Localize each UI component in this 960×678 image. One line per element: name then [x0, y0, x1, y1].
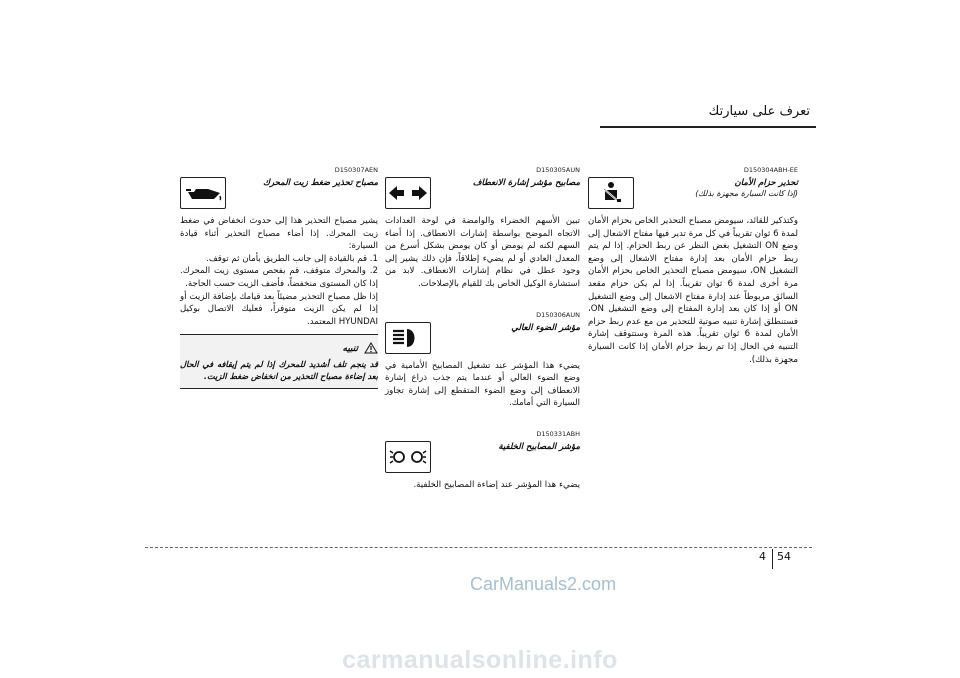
section-tail-lamp [385, 430, 580, 492]
caution-text: قد ينجم تلف أشديد للمحرك إذا لم يتم إيقافه في الحال بعد إضاءة مصباح التحذير من انخفاض ضغط الزيت. [180, 359, 378, 382]
section-code: D150304ABH-EE [743, 166, 798, 174]
caution-title: تنبيه [342, 343, 358, 354]
carmanuals-watermark[interactable]: CarManuals2.com [470, 574, 617, 594]
section-code: D150306AUN [536, 310, 580, 319]
list-item: إذا ظل مصباح التحذير مضيئاً بعد قيامك بإضافة الزيت أو إذا لم يكن الزيت متوفراً، فعليك الاتصال بوكيل HYUNDAI المعتمد. [180, 291, 378, 327]
column-seatbelt [588, 166, 798, 366]
page-divider [772, 549, 773, 569]
section-text: وكتذكير للقائد، سيومض مصباح التحذير الخاص بحزام الأمان لمدة 6 ثوان تقريباً في كل مرة تدير فيها مفتاح الاشعال إلى وضع ON التشغيل بغض النظر عن ربط الحزام. إذا لم يتم ربط حزام الأمان بعد إدارة مفتاح الاشعال إلى وضع التشغيل ON، سيومض مصباح التحذير الخاص بحزام الأمان مرة أخرى لمدة 6 ثوان تقريباً. إذا لم يكن حزام مقعد السائق مربوطاً عند إدارة مفتاح الاشعال إلى وضع التشغيل ON أو إذا كان بعد إدارة المفتاح إلى وضع التشغيل ON، فستنطلق إشارة تنبيه صوتية للتحذير من مع عدم ربط حزام الأمان لمدة 6 ثوان تقريباً. هذه المرة وستتوقف إشارة التنبيه في الحال إذا تم ربط حزام الأمان إذا كانت السيارة مجهزة بذلك). [588, 216, 799, 365]
warning-triangle-icon [364, 339, 378, 358]
section-turn-signal [385, 166, 580, 291]
high-beam-icon [385, 322, 431, 354]
turn-signal-arrows-icon [385, 177, 431, 209]
header-rule [600, 126, 816, 128]
footer-rule [145, 547, 812, 548]
section-high-beam [385, 311, 580, 410]
column-oil-pressure [180, 166, 378, 389]
section-subtitle: (إذا كانت السيارة مجهزة بذلك) [695, 189, 798, 198]
section-title: مؤشر المصابيح الخلفية [498, 441, 580, 452]
page-header-title: تعرف على سيارتك [708, 104, 810, 119]
site-watermark[interactable]: carmanualsonline.info [342, 646, 618, 674]
page-number: 54 [777, 550, 791, 563]
list-item: 2. والمحرك متوقف، قم بفحص مستوى زيت المحرك. إذا كان المستوى منخفضاً، فأضف الزيت حسب الحاجة. [180, 266, 378, 289]
section-text: يشير مصباح التحذير هذا إلى حدوث انخفاض في ضغط زيت المحرك. إذا أضاء مصباح التحذير أثناء قيادة السيارة: [180, 216, 378, 252]
column-indicators [385, 166, 580, 492]
section-title: مصابيح مؤشر إشارة الانعطاف [472, 178, 580, 188]
seatbelt-warning-icon [588, 177, 634, 209]
section-code: D150331ABH [536, 429, 580, 438]
section-text: يضيء هذا المؤشر عند إضاءة المصابيح الخلفية. [413, 479, 580, 490]
section-text: يضيء هذا المؤشر عند تشغيل المصابيح الأمامية في وضع الضوء العالي أو عندما يتم جذب ذراع إشارة الانعطاف إلى وضع الضوء المتقطع إلى إشارة تجاوز السيارة التي أمامك. [385, 360, 580, 409]
tail-lamp-icon [385, 441, 431, 473]
section-text: تبين الأسهم الخضراء والوامضة في لوحة العدادات الاتجاه الموضح بواسطة إشارات الانعطاف. إذا أضاء السهم لكنه لم يومض أو كان يومض بشكل أسرع من المعدل العادي أو لم يضيء إطلاقاً، فإن ذلك يشير إلى وجود عطل في نظام إشارات الانعطاف. لابد من استشارة الوكيل الخاص بك للقيام بالإصلاحات. [385, 216, 580, 289]
section-code: D150305AUN [536, 166, 580, 174]
list-item: 1. قم بالقيادة إلى جانب الطريق بأمان ثم توقف. [206, 253, 378, 264]
oil-pressure-icon [180, 177, 226, 209]
caution-box [180, 334, 378, 389]
chapter-number: 4 [759, 550, 766, 563]
section-title: مؤشر الضوء العالي [511, 322, 580, 333]
section-code: D150307AEN [334, 166, 378, 174]
section-title: مصباح تحذير ضغط زيت المحرك [262, 178, 378, 188]
section-title: تحذير حزام الأمان [734, 178, 798, 188]
